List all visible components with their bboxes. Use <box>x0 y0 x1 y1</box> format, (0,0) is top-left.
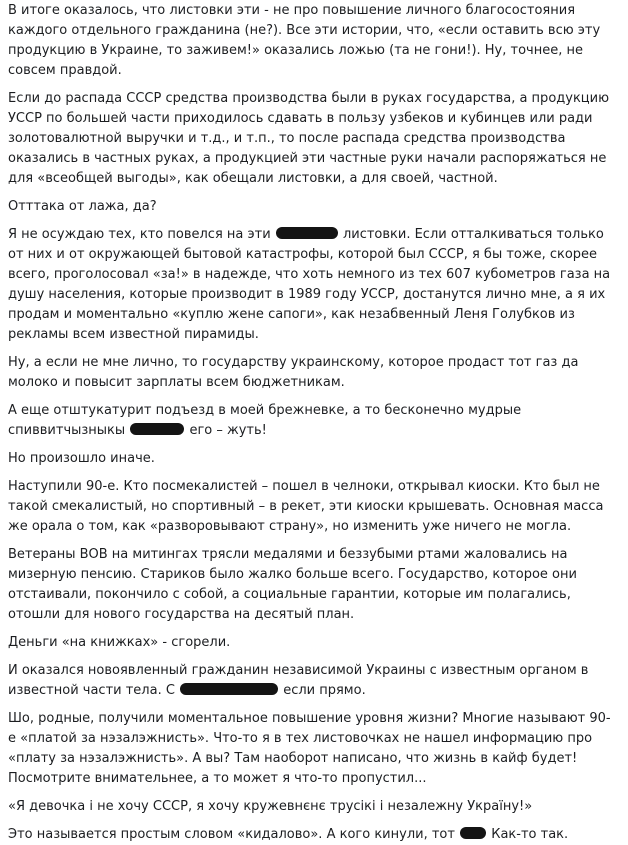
paragraph-8: Наступили 90-е. Кто посмекалистей – пошел в челноки, открывал киоски. Кто был не такой смекалистый, но спортивный – в рекет, эти киоски крышевать. Основная масса же орала о том, как «разворовывают страну», но изменить уже ничего не могла. <box>8 479 604 534</box>
paragraph-11-start: И оказался новоявленный гражданин независимой Украины с известным органом в известной части тела. С <box>8 663 589 698</box>
paragraph-10: Деньги «на книжках» - сгорели. <box>8 635 231 650</box>
paragraph-11-end: если прямо. <box>283 683 366 698</box>
redacted-word <box>276 227 338 239</box>
paragraph-14-end: Как-то так. <box>491 827 569 842</box>
paragraph-14 <box>8 825 616 845</box>
paragraph-4 <box>8 225 616 345</box>
paragraph-11 <box>8 661 616 701</box>
paragraph-2: Если до распада СССР средства производства были в руках государства, а продукцию УССР по большей части приходилось сдавать в пользу узбеков и кубинцев или ради золотовалютной выручки и т.д., и т.п., то после распада средства производства оказались в частных руках, а продукцией эти частные руки начали распоряжаться не для «всеобщей выгоды», как обещали листовки, а для своей, частной. <box>8 91 610 186</box>
paragraph-6-end: его – жуть! <box>189 423 267 438</box>
redacted-word <box>460 827 486 839</box>
paragraph-13: «Я девочка і не хочу СССР, я хочу кружевнєнє трусікі і незалежну Україну!» <box>8 799 533 814</box>
paragraph-4-end: листовки. Если отталкиваться только от них и от окружающей бытовой катастрофы, которой был СССР, я бы тоже, скорее всего, проголосовал «за!» в надежде, что хоть немного из тех 607 кубометров газа на душу населения, которые производит в 1989 году УССР, достанутся лично мне, а я их продам и моментально «куплю жене сапоги», как незабвенный Леня Голубков из рекламы всем известной пирамиды. <box>8 227 611 342</box>
paragraph-5: Ну, а если не мне лично, то государству украинскому, которое продаст тот газ да молоко и повысит зарплаты всем бюджетникам. <box>8 355 579 390</box>
redacted-word <box>180 683 278 695</box>
paragraph-1: В итоге оказалось, что листовки эти - не про повышение личного благосостояния каждого отдельного гражданина (не?). Все эти истории, что, «если оставить всю эту продукцию в Украине, то заживем!» оказались ложью (та не гони!). Ну, точнее, не совсем правдой. <box>8 3 601 78</box>
paragraph-14-start: Это называется простым словом «кидалово». А кого кинули, тот <box>8 827 455 842</box>
paragraph-6 <box>8 401 616 441</box>
paragraph-9: Ветераны ВОВ на митингах трясли медалями и беззубыми ртами жаловались на мизерную пенсию. Стариков было жалко больше всего. Государство, которое они отстаивали, покончило с собой, а социальные гарантии, которые им полагались, отошли для нового государства на десятый план. <box>8 547 577 622</box>
paragraph-6-start: А еще отштукатурит подъезд в моей брежневке, а то бесконечно мудрые спиввитчызныкы <box>8 403 522 438</box>
paragraph-7: Но произошло иначе. <box>8 451 155 466</box>
paragraph-12: Шо, родные, получили моментальное повышение уровня жизни? Многие называют 90-е «платой за нэзалэжнисть». Что-то я в тех листовочках не нашел информацию про «плату за нэзалэжнисть». А вы? Там наоборот написано, что жизнь в кайф будет! Посмотрите внимательнее, а то может я что-то пропустил... <box>8 711 611 786</box>
paragraph-3: Отттака от лажа, да? <box>8 199 157 214</box>
paragraph-4-start: Я не осуждаю тех, кто повелся на эти <box>8 227 271 242</box>
redacted-word <box>130 423 184 435</box>
